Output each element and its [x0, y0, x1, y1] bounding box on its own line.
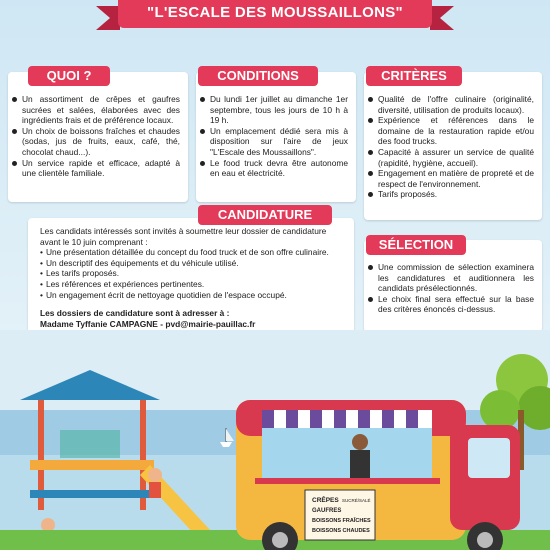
- truck-sign-line1b: SUCRÉ/SALÉ: [342, 498, 371, 503]
- list-item: • Les références et expériences pertinentes.: [40, 278, 205, 289]
- list-item: • Les tarifs proposés.: [40, 268, 120, 279]
- selection-heading: SÉLECTION: [366, 235, 466, 255]
- candidature-card: [28, 218, 354, 336]
- title-banner: [118, 0, 432, 28]
- truck-sign-line1: CRÊPES: [312, 497, 339, 504]
- candidature-intro: Les candidats intéressés sont invités à soumettre leur dossier de candidature avant le 10 juin comprenant :: [40, 226, 327, 247]
- list-item: Un service rapide et efficace, adapté à une clientèle familiale.: [22, 157, 180, 179]
- criteres-card: [364, 72, 542, 220]
- quoi-heading: QUOI ?: [28, 66, 110, 86]
- truck-sign-line4: BOISSONS CHAUDES: [312, 528, 370, 534]
- list-item: Un emplacement dédié sera mis à disposition sur l'aire de jeux "L'Escale des Moussaillons".: [210, 125, 348, 157]
- conditions-card: [196, 72, 356, 202]
- quoi-card: [8, 72, 188, 202]
- list-item: • Une présentation détaillée du concept du food truck et de son offre culinaire.: [40, 247, 329, 258]
- list-item: Un choix de boissons fraîches et chaudes (sodas, jus de fruits, eaux, café, thé, chocolat chaud...).: [22, 125, 180, 157]
- contact-address[interactable]: Madame Tyffanie CAMPAGNE - pvd@mairie-pauillac.fr: [40, 318, 256, 329]
- list-item: Une commission de sélection examinera les candidatures et auditionnera les candidats présélectionnés.: [378, 262, 534, 294]
- address-intro: Les dossiers de candidature sont à adresser à :: [40, 308, 230, 319]
- list-item: Capacité à assurer un service de qualité (rapidité, hygiène, accueil).: [378, 146, 534, 168]
- conditions-heading: CONDITIONS: [198, 66, 318, 86]
- playground-foodtruck-illustration: [0, 330, 550, 550]
- banner-ribbon-left: [96, 6, 120, 30]
- list-item: Expérience et références dans le domaine de la restauration rapide et/ou des food trucks.: [378, 115, 534, 147]
- list-item: Le food truck devra être autonome en eau et électricité.: [210, 157, 348, 179]
- list-item: Tarifs proposés.: [378, 189, 534, 200]
- list-item: • Un descriptif des équipements et du véhicule utilisé.: [40, 257, 239, 268]
- list-item: Engagement en matière de propreté et de respect de l'environnement.: [378, 168, 534, 189]
- truck-sign-line3: BOISSONS FRAÎCHES: [312, 518, 371, 524]
- page-title: "L'ESCALE DES MOUSSAILLONS": [147, 4, 403, 21]
- truck-sign-line2: GAUFRES: [312, 508, 342, 514]
- list-item: Un assortiment de crêpes et gaufres sucrées et salées, élaborées avec des ingrédients frais et de préférence locaux.: [22, 94, 180, 126]
- list-item: • Un engagement écrit de nettoyage quotidien de l'espace occupé.: [40, 289, 287, 300]
- list-item: Le choix final sera effectué sur la base des critères énoncés ci-dessus.: [378, 293, 534, 315]
- criteres-heading: CRITÈRES: [366, 66, 462, 86]
- list-item: Du lundi 1er juillet au dimanche 1er septembre, tous les jours de 10 h à 19 h.: [210, 94, 348, 126]
- list-item: Qualité de l'offre culinaire (originalité, diversité, utilisation de produits locaux).: [378, 94, 534, 115]
- banner-ribbon-right: [430, 6, 454, 30]
- candidature-heading: CANDIDATURE: [198, 205, 332, 225]
